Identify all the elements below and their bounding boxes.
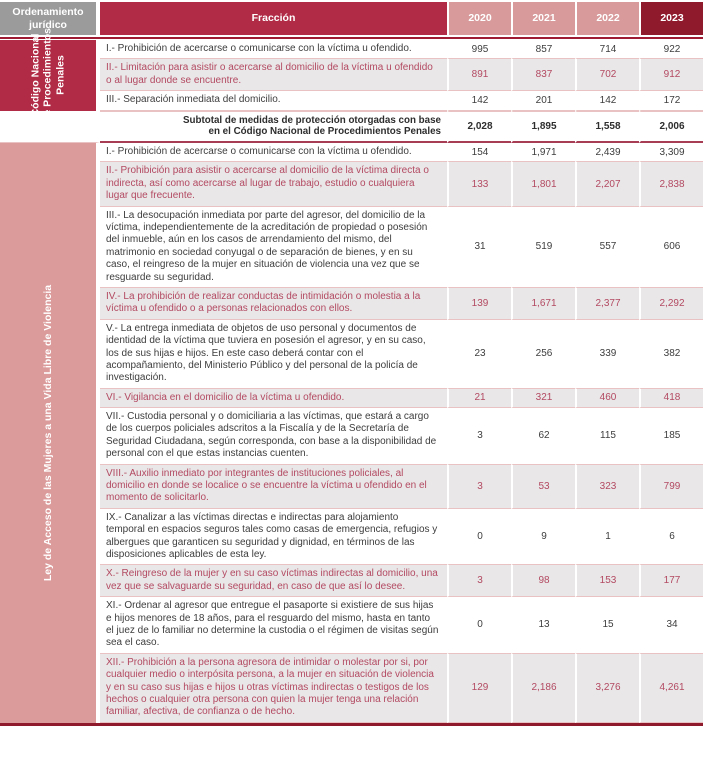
value-cell: 53 bbox=[511, 465, 575, 509]
value-cell: 519 bbox=[511, 207, 575, 288]
value-cell: 1,801 bbox=[511, 162, 575, 206]
table-row bbox=[0, 207, 703, 288]
value-cell: 21 bbox=[447, 389, 511, 408]
value-cell: 98 bbox=[511, 565, 575, 597]
fraccion-cell: IX.- Canalizar a las víctimas directas e indirectas para alojamiento temporal en espacios seguros tales como casas de emergencia, refugios y albergues que garanticen su seguridad y dignidad, en términos de las disposiciones aplicables de esta ley. bbox=[100, 509, 447, 566]
value-cell: 256 bbox=[511, 320, 575, 389]
value-cell: 382 bbox=[639, 320, 703, 389]
value-cell: 115 bbox=[575, 408, 639, 465]
value-cell: 891 bbox=[447, 59, 511, 91]
table-row bbox=[0, 320, 703, 389]
header-row bbox=[0, 2, 703, 35]
value-cell: 857 bbox=[511, 40, 575, 59]
table-row bbox=[0, 509, 703, 566]
fraccion-cell: II.- Limitación para asistir o acercarse al domicilio de la víctima u ofendido o al lugar donde se encuentre. bbox=[100, 59, 447, 91]
subtotal-value-cell: 2,006 bbox=[639, 111, 703, 144]
table-row bbox=[0, 40, 703, 59]
value-cell: 837 bbox=[511, 59, 575, 91]
value-cell: 321 bbox=[511, 389, 575, 408]
value-cell: 3 bbox=[447, 465, 511, 509]
value-cell: 177 bbox=[639, 565, 703, 597]
subtotal-label-line1: Subtotal de medidas de protección otorgadas con base bbox=[182, 114, 441, 126]
value-cell: 995 bbox=[447, 40, 511, 59]
value-cell: 142 bbox=[447, 91, 511, 110]
value-cell: 557 bbox=[575, 207, 639, 288]
subtotal-label bbox=[100, 111, 447, 144]
year-header-2021: 2021 bbox=[511, 2, 575, 35]
year-header-2023: 2023 bbox=[639, 2, 703, 35]
subtotal-value-cell: 1,558 bbox=[575, 111, 639, 144]
value-cell: 201 bbox=[511, 91, 575, 110]
law-sidebar-cnpp-label: Código Nacional de Procedimientos Penales bbox=[29, 28, 67, 123]
value-cell: 714 bbox=[575, 40, 639, 59]
subtotal-row bbox=[0, 111, 703, 144]
value-cell: 4,261 bbox=[639, 654, 703, 723]
year-header-2022: 2022 bbox=[575, 2, 639, 35]
value-cell: 702 bbox=[575, 59, 639, 91]
table-row bbox=[0, 59, 703, 91]
value-cell: 142 bbox=[575, 91, 639, 110]
value-cell: 1,671 bbox=[511, 288, 575, 320]
value-cell: 34 bbox=[639, 597, 703, 654]
fraccion-cell: V.- La entrega inmediata de objetos de uso personal y documentos de identidad de la víctima que tuviera en posesión el agresor, y en su caso, los de sus hijas e hijos. En este caso deberá contar con el acompañamiento, del Ministerio Público y del personal de la policía de investigación. bbox=[100, 320, 447, 389]
value-cell: 606 bbox=[639, 207, 703, 288]
value-cell: 9 bbox=[511, 509, 575, 566]
value-cell: 418 bbox=[639, 389, 703, 408]
law-sidebar-cnpp bbox=[0, 28, 100, 123]
table-row bbox=[0, 143, 703, 162]
value-cell: 799 bbox=[639, 465, 703, 509]
fraccion-cell: I.- Prohibición de acercarse o comunicarse con la víctima u ofendido. bbox=[100, 143, 447, 162]
table-row bbox=[0, 288, 703, 320]
fraccion-cell: I.- Prohibición de acercarse o comunicarse con la víctima u ofendido. bbox=[100, 40, 447, 59]
fraccion-cell: X.- Reingreso de la mujer y en su caso víctimas indirectas al domicilio, una vez que se salvaguarde su seguridad, en caso de que así lo desee. bbox=[100, 565, 447, 597]
fraccion-cell: XI.- Ordenar al agresor que entregue el pasaporte si existiere de sus hijas e hijos menores de 18 años, para el resguardo del mismo, hasta en tanto el juez de lo familiar no determine la custodia o el régimen de visitas según sea el caso. bbox=[100, 597, 447, 654]
value-cell: 2,377 bbox=[575, 288, 639, 320]
value-cell: 31 bbox=[447, 207, 511, 288]
value-cell: 0 bbox=[447, 509, 511, 566]
value-cell: 1 bbox=[575, 509, 639, 566]
table-row bbox=[0, 465, 703, 509]
value-cell: 3,276 bbox=[575, 654, 639, 723]
value-cell: 2,439 bbox=[575, 143, 639, 162]
subtotal-value-cell: 1,895 bbox=[511, 111, 575, 144]
value-cell: 154 bbox=[447, 143, 511, 162]
value-cell: 153 bbox=[575, 565, 639, 597]
value-cell: 3,309 bbox=[639, 143, 703, 162]
table-row bbox=[0, 389, 703, 408]
law-sidebar-lgamvlv-label: Ley de Acceso de las Mujeres a una Vida Libre de Violencia bbox=[41, 284, 54, 582]
value-cell: 460 bbox=[575, 389, 639, 408]
value-cell: 23 bbox=[447, 320, 511, 389]
value-cell: 3 bbox=[447, 408, 511, 465]
value-cell: 339 bbox=[575, 320, 639, 389]
table-row bbox=[0, 162, 703, 206]
value-cell: 139 bbox=[447, 288, 511, 320]
fraccion-cell: III.- Separación inmediata del domicilio. bbox=[100, 91, 447, 110]
table-row bbox=[0, 408, 703, 465]
value-cell: 912 bbox=[639, 59, 703, 91]
value-cell: 15 bbox=[575, 597, 639, 654]
table-row bbox=[0, 565, 703, 597]
fraccion-cell: III.- La desocupación inmediata por parte del agresor, del domicilio de la víctima, independientemente de la acreditación de propiedad o posesión del inmueble, aún en los casos de arrendamiento del mismo, del matrimonio en sociedad conyugal o de separación de bienes, y en su caso, el reingreso de la mujer en situación de violencia una vez que se resguarde su seguridad. bbox=[100, 207, 447, 288]
value-cell: 2,838 bbox=[639, 162, 703, 206]
value-cell: 2,292 bbox=[639, 288, 703, 320]
fraccion-header: Fracción bbox=[100, 2, 447, 35]
table-row bbox=[0, 654, 703, 723]
fraccion-cell: VI.- Vigilancia en el domicilio de la víctima u ofendido. bbox=[100, 389, 447, 408]
table-row bbox=[0, 91, 703, 110]
year-header-2020: 2020 bbox=[447, 2, 511, 35]
law-sidebar-lgamvlv bbox=[0, 143, 100, 723]
ordenamiento-juridico-header: Ordenamiento jurídico bbox=[0, 2, 100, 35]
table-row bbox=[0, 597, 703, 654]
fraccion-cell: VIII.- Auxilio inmediato por integrantes de instituciones policiales, al domicilio en donde se localice o se encuentre la víctima u ofendido en el momento de solicitarlo. bbox=[100, 465, 447, 509]
fraccion-cell: II.- Prohibición para asistir o acercarse al domicilio de la víctima directa o indirecta, así como acercarse al lugar de trabajo, estudio o cualquiera lugar que frecuente. bbox=[100, 162, 447, 206]
value-cell: 6 bbox=[639, 509, 703, 566]
value-cell: 2,207 bbox=[575, 162, 639, 206]
value-cell: 323 bbox=[575, 465, 639, 509]
fraccion-cell: IV.- La prohibición de realizar conductas de intimidación o molestia a la víctima u ofendido o a personas relacionados con ellos. bbox=[100, 288, 447, 320]
value-cell: 0 bbox=[447, 597, 511, 654]
value-cell: 1,971 bbox=[511, 143, 575, 162]
subtotal-label-line2: en el Código Nacional de Procedimientos Penales bbox=[208, 126, 441, 138]
value-cell: 13 bbox=[511, 597, 575, 654]
value-cell: 172 bbox=[639, 91, 703, 110]
value-cell: 3 bbox=[447, 565, 511, 597]
value-cell: 2,186 bbox=[511, 654, 575, 723]
value-cell: 62 bbox=[511, 408, 575, 465]
subtotal-value-cell: 2,028 bbox=[447, 111, 511, 144]
value-cell: 185 bbox=[639, 408, 703, 465]
value-cell: 129 bbox=[447, 654, 511, 723]
protective-measures-table bbox=[0, 2, 703, 723]
fraccion-cell: XII.- Prohibición a la persona agresora de intimidar o molestar por si, por cualquier medio o interpósita persona, a la mujer en situación de violencia y en su caso sus hijas e hijos u otras víctimas indirectas o testigos de los hechos o cualquier otra persona con quien la mujer tenga una relación familiar, afectiva, de confianza o de hecho. bbox=[100, 654, 447, 723]
fraccion-cell: VII.- Custodia personal y o domiciliaria a las víctimas, que estará a cargo de los cuerpos policiales adscritos a la Fiscalía y de la Secretaría de Seguridad Ciudadana, según corresponda, con base a la disponibilidad de personal con el que estas instancias cuenten. bbox=[100, 408, 447, 465]
value-cell: 133 bbox=[447, 162, 511, 206]
value-cell: 922 bbox=[639, 40, 703, 59]
